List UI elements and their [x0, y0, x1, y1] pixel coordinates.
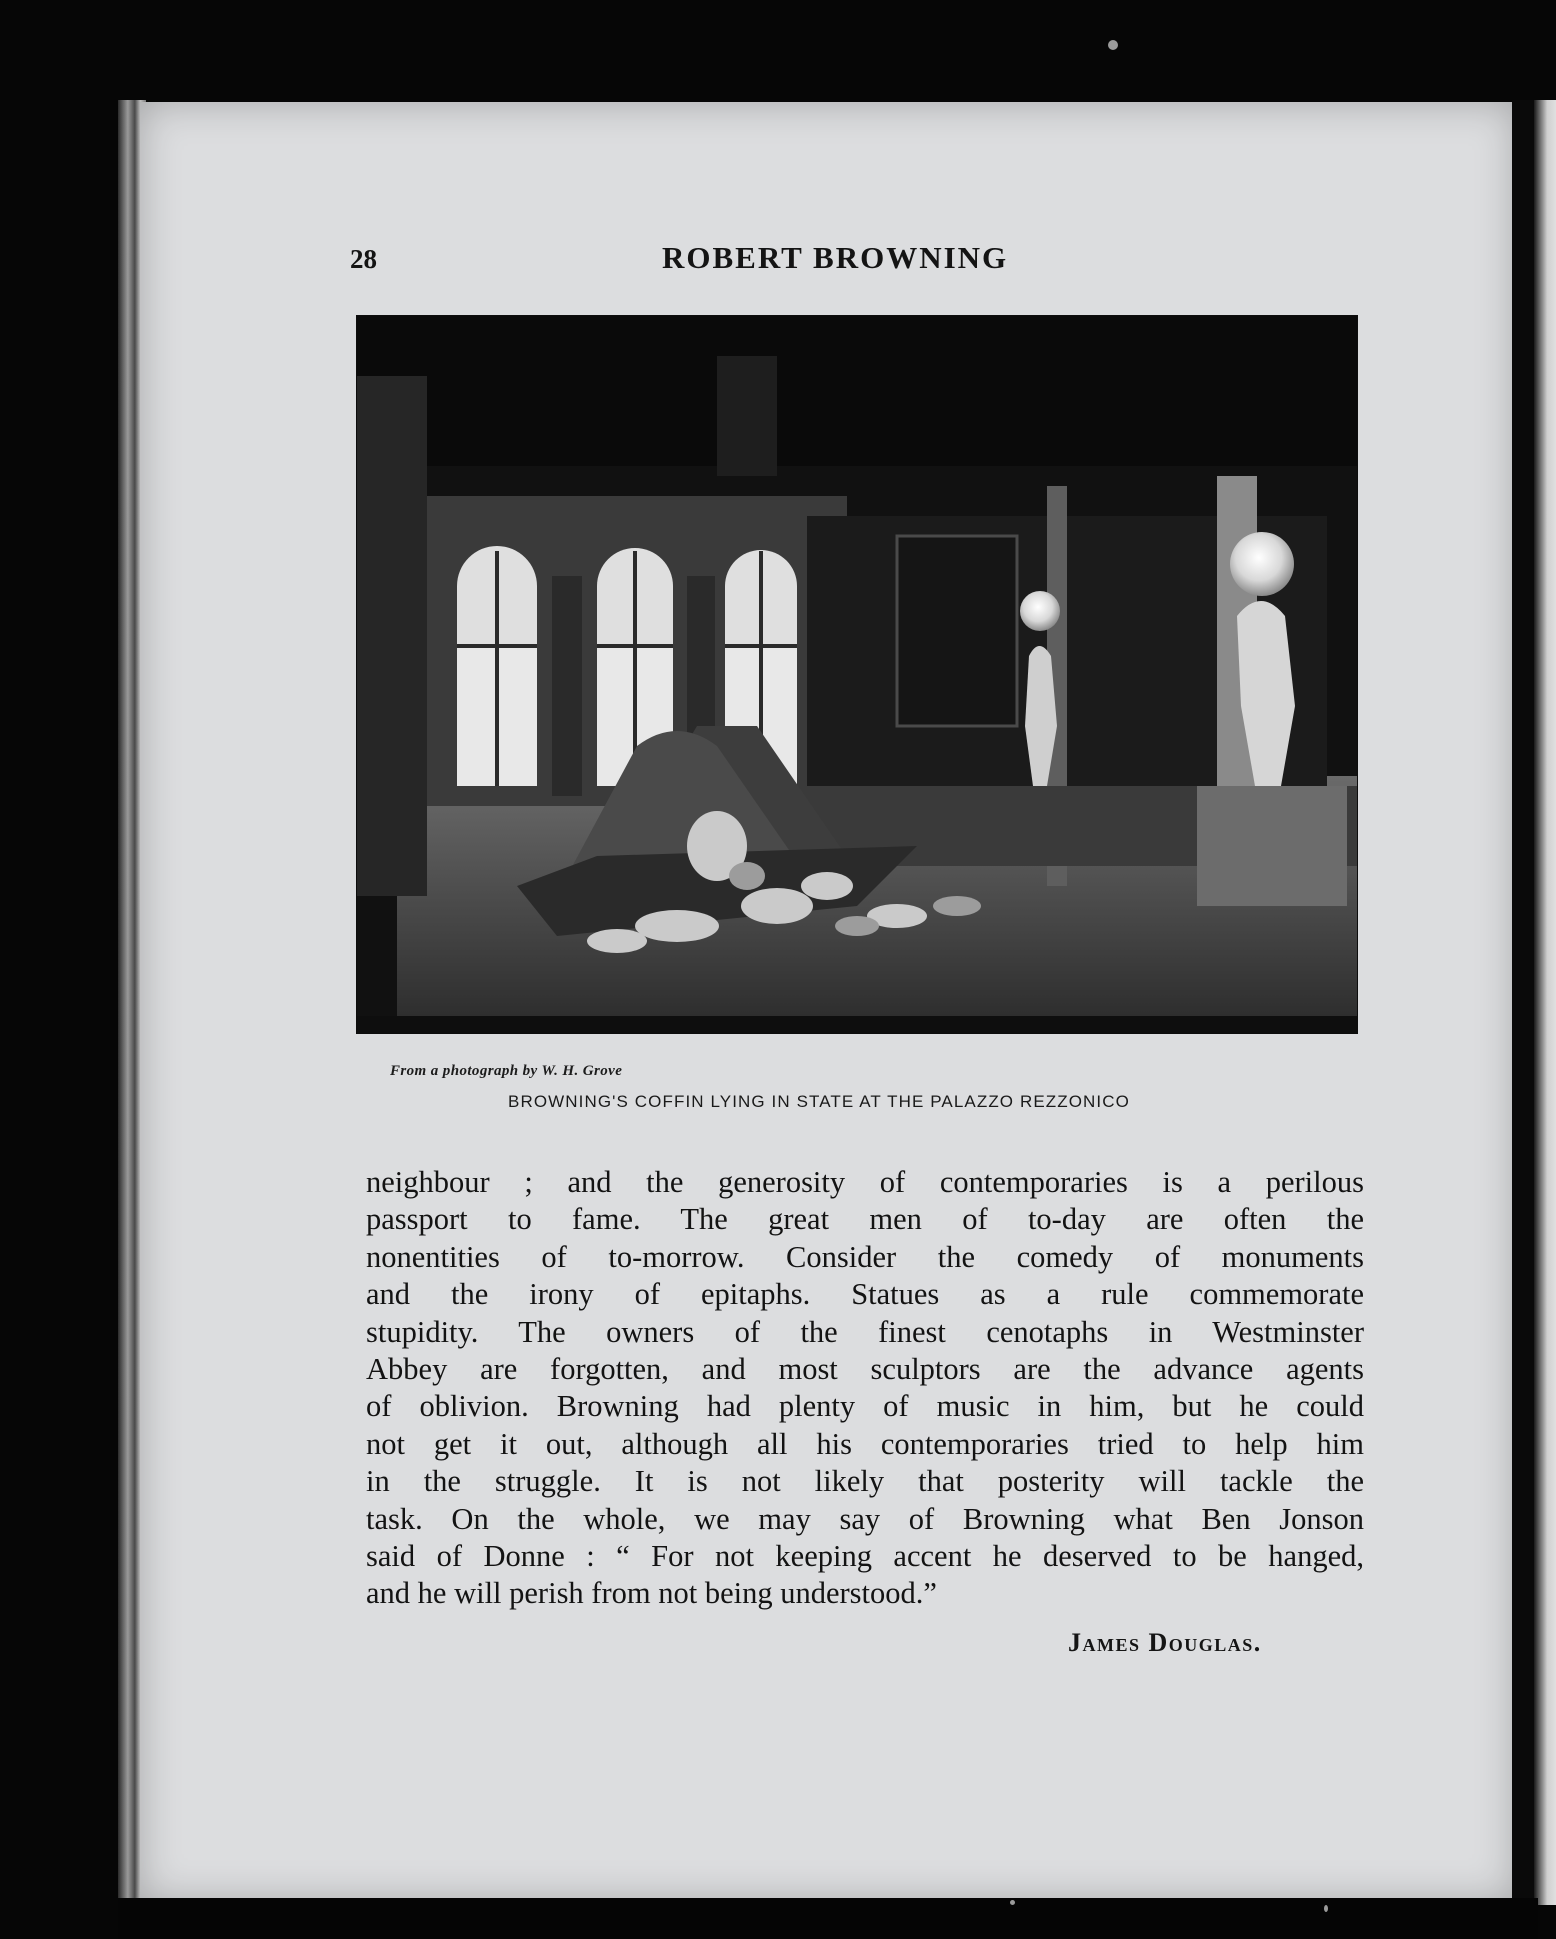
photograph-coffin-in-state	[356, 315, 1358, 1034]
scan-speck	[1324, 1905, 1328, 1912]
facing-page-edge	[1534, 100, 1556, 1905]
photo-credit: From a photograph by W. H. Grove	[390, 1063, 623, 1079]
book-gutter	[1512, 100, 1534, 1905]
text-line: in the struggle. It is not likely that posterity will tackle the	[366, 1464, 1364, 1499]
text-line: Abbey are forgotten, and most sculptors are the advance agents	[366, 1352, 1364, 1387]
photograph-illustration	[357, 316, 1357, 1033]
running-head	[350, 240, 1070, 280]
author-signature: James Douglas.	[1068, 1628, 1262, 1657]
text-line: of oblivion. Browning had plenty of music in him, but he could	[366, 1389, 1364, 1424]
text-line: and he will perish from not being understood.”	[366, 1576, 937, 1611]
body-paragraph	[366, 1164, 1364, 1613]
text-line: and the irony of epitaphs. Statues as a rule commemorate	[366, 1277, 1364, 1312]
text-line: neighbour ; and the generosity of contemporaries is a perilous	[366, 1165, 1364, 1199]
page-number: 28	[350, 244, 377, 274]
text-line: nonentities of to-morrow. Consider the comedy of monuments	[366, 1239, 1364, 1274]
text-line: passport to fame. The great men of to-day are often the	[366, 1202, 1364, 1237]
figure-caption: BROWNING'S COFFIN LYING IN STATE AT THE PALAZZO REZZONICO	[508, 1092, 1130, 1111]
text-line: task. On the whole, we may say of Browning what Ben Jonson	[366, 1501, 1364, 1536]
text-line: stupidity. The owners of the finest cenotaphs in Westminster	[366, 1314, 1364, 1349]
scan-speck	[1108, 40, 1118, 50]
text-line: not get it out, although all his contemporaries tried to help him	[366, 1426, 1364, 1461]
running-title: ROBERT BROWNING	[662, 240, 1009, 275]
scan-speck	[1010, 1900, 1015, 1905]
text-line: said of Donne : “ For not keeping accent he deserved to be hanged,	[366, 1539, 1364, 1574]
